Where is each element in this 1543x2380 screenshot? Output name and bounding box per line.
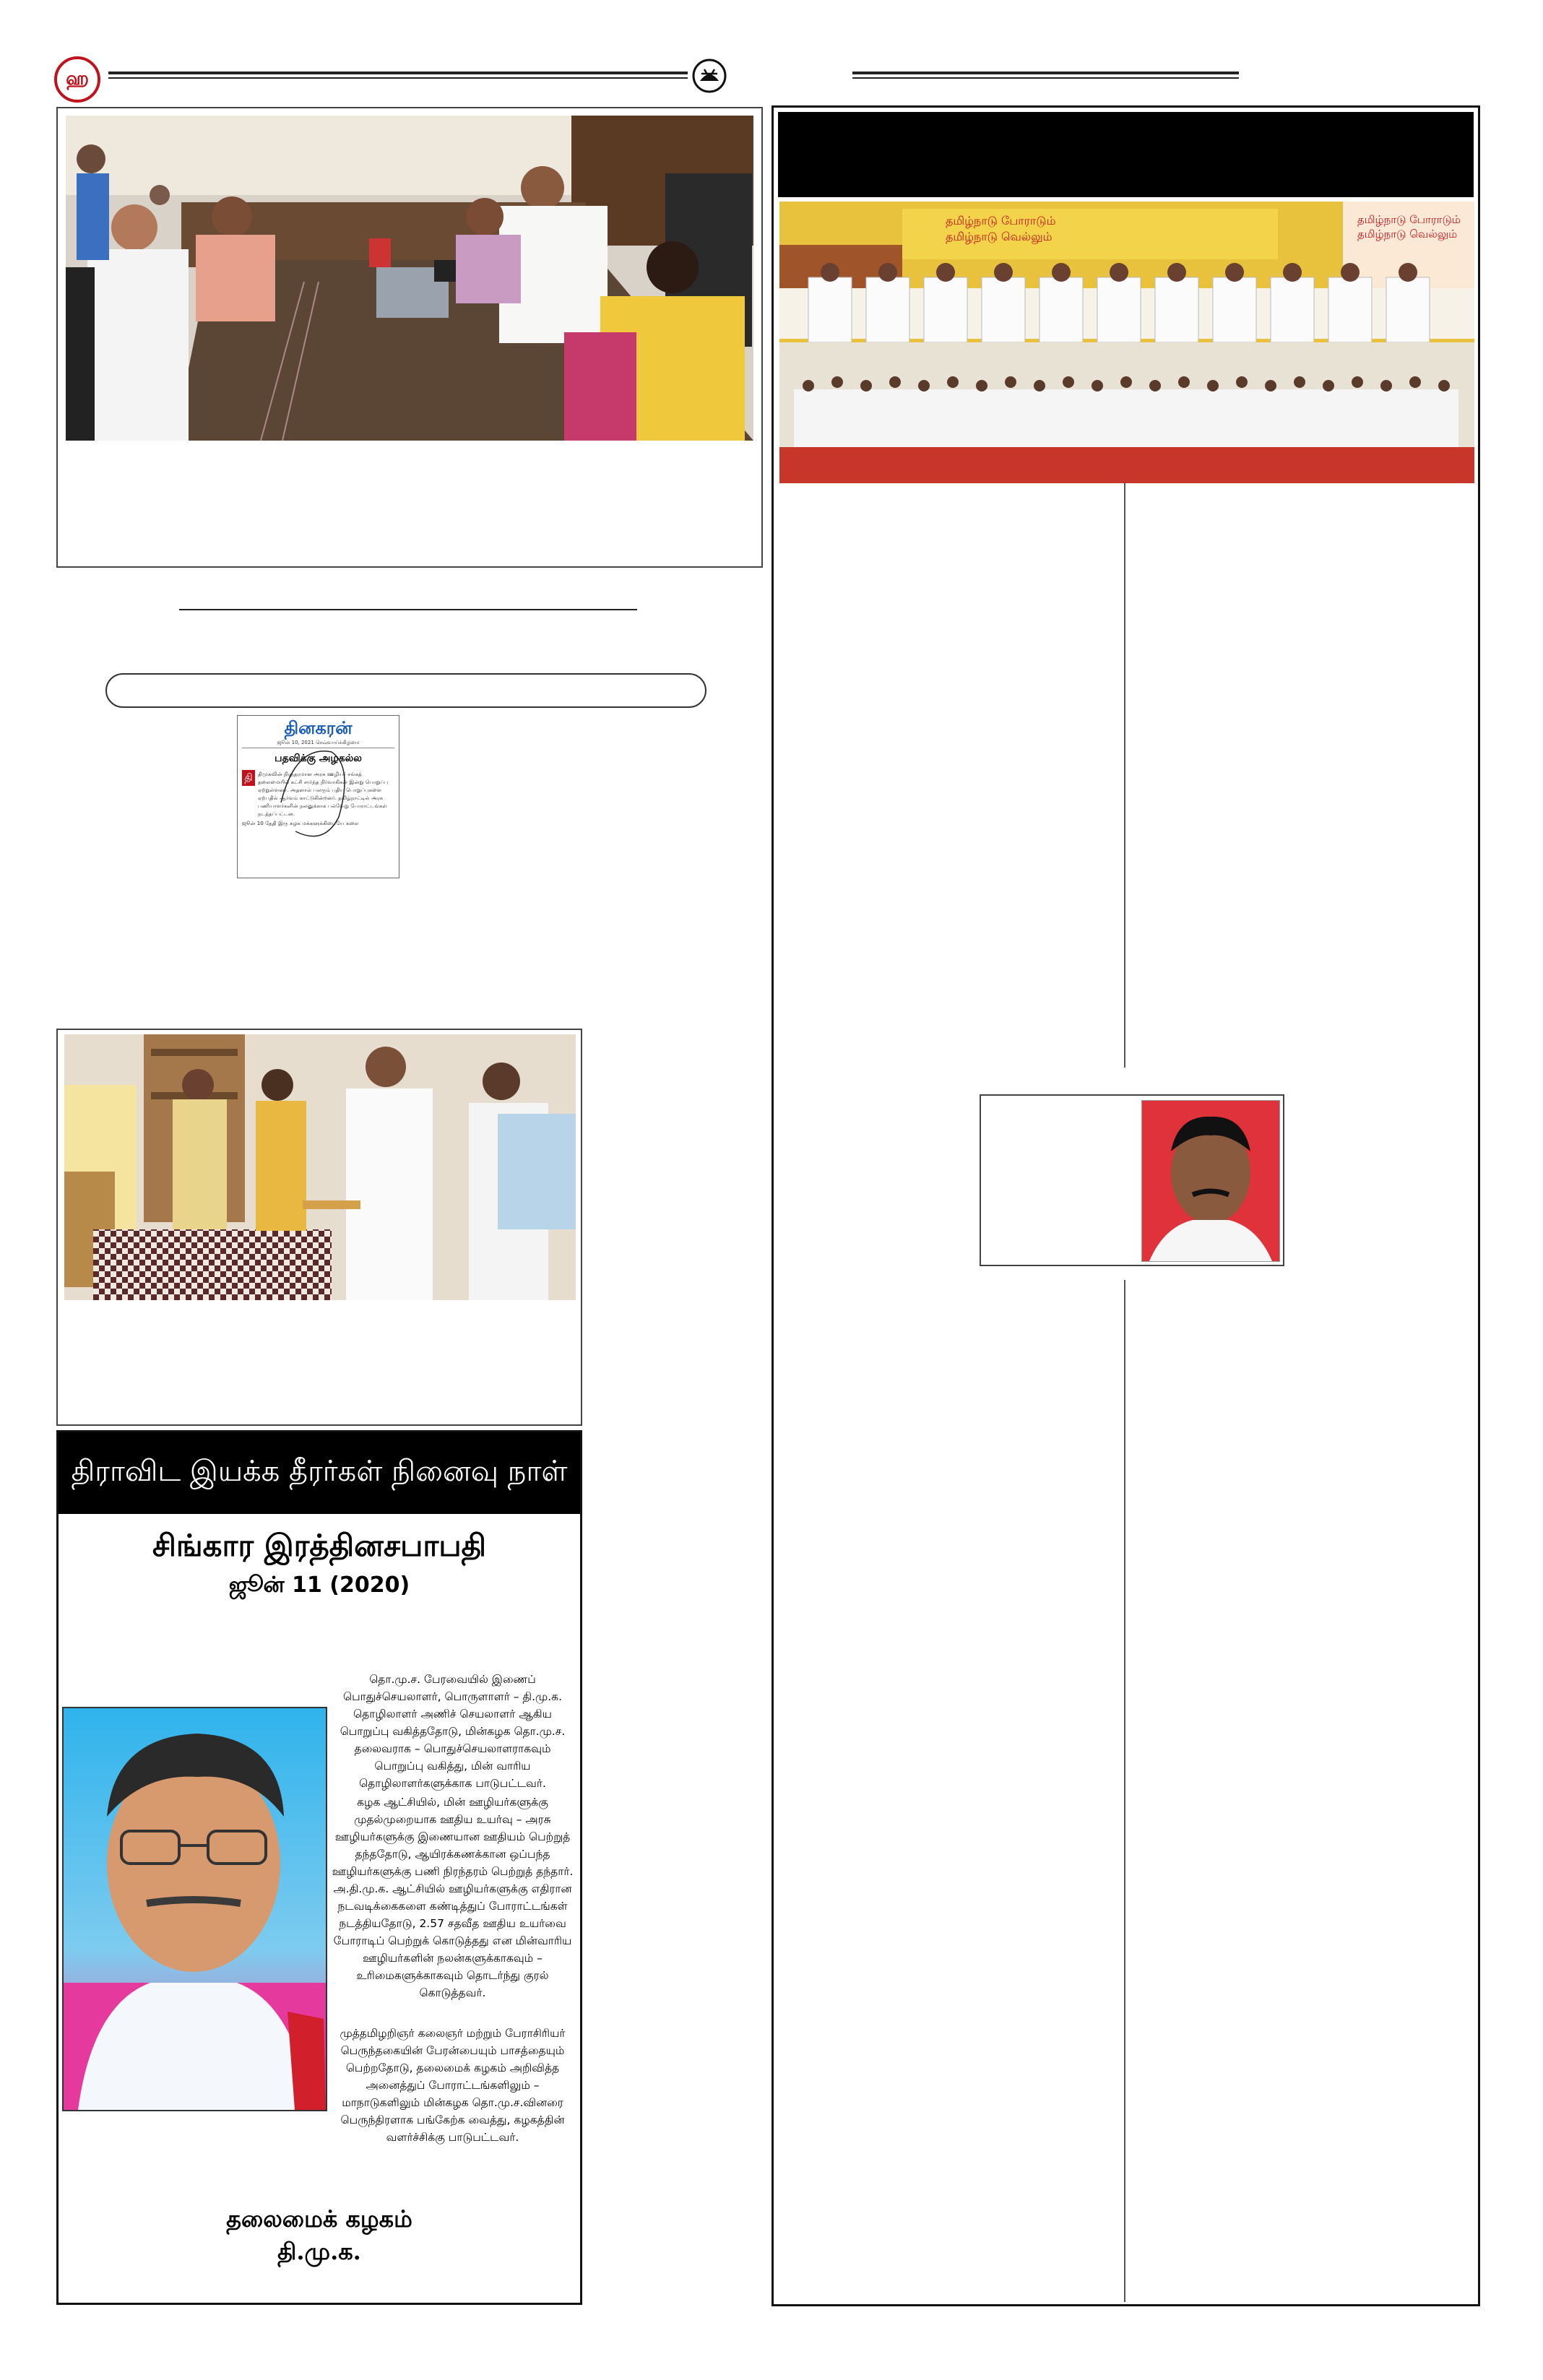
memorial-para-1: தொ.மு.ச. பேரவையில் இணைப் பொதுச்செயலாளர், பொருளாளர் – தி.மு.க. தொழிலாளர் அணிச் செயலாளர் ஆகிய பொறுப்பு வகித்ததோடு, மின்கழக தொ.மு.ச. தலைவராக – பொதுச்செயலாளராகவும் பொறுப்பு வகித்து, மின் வாரிய தொழிலாளர்களுக்காக பாடுபட்டவர்.	[340, 1673, 566, 1790]
person-inset-box	[980, 1094, 1284, 1266]
rounded-caption-bar	[105, 673, 706, 708]
header-rule-left-bottom	[108, 77, 688, 79]
clipping-body: திமுகவின் நிரந்தரமான அரசு ஊழியர் சங்கத் தலைமையில் கட்சி சார்ந்த நிர்வாகிகள் இன்று பொறுப்பு ஏற்றுள்ளனர். அதனால் பலரும் புதிய பொறுப்புகளை ஏற்பதில் ஆர்வம் காட்டுகின்றனர். தமிழ்நாட்டில் அரசு பணியாளர்களின் நலனுக்காக பல்வேறு போராட்டங்கள் நடத்தப்பட்டன.	[258, 771, 389, 817]
clipping-handwritten-mark	[267, 737, 360, 846]
memorial-banner	[59, 1432, 580, 1514]
page-logo-glyph: ஹ	[66, 67, 89, 90]
newspaper-clipping	[237, 715, 399, 878]
memorial-name: சிங்கார இரத்தினசபாபதி	[152, 1528, 486, 1563]
event-banner-text-4: தமிழ்நாடு வெல்லும்	[1357, 228, 1458, 241]
meeting-photo	[66, 116, 753, 441]
memorial-para-2: கழக ஆட்சியில், மின் ஊழியர்களுக்கு முதல்முறையாக ஊதிய உயர்வு – அரசு ஊழியர்களுக்கு இணையான ஊதியம் பெற்றுத் தந்ததோடு, ஆயிரக்கணக்கான ஒப்பந்த ஊழியர்களுக்கு பணி நிரந்தரம் பெற்றுத் தந்தார். அ.தி.மு.க. ஆட்சியில் ஊழியர்களுக்கு எதிரான நடவடிக்கைகளை கண்டித்துப் போராட்டங்கள் நடத்தியதோடு, 2.57 சதவீத ஊதிய உயர்வை போராடிப் பெற்றுக் கொடுத்தது என மின்வாரிய ஊழியர்களின் நலன்களுக்காகவும் – உரிமைகளுக்காகவும் தொடர்ந்து குரல் கொடுத்தவர்.	[332, 1796, 574, 1999]
rising-sun-icon	[691, 58, 727, 94]
column-divider-bottom	[1124, 1280, 1125, 2302]
header-rule-right-bottom	[852, 77, 1239, 79]
column-divider-top	[1124, 483, 1125, 1068]
header-rule-right-top	[852, 72, 1239, 74]
clipping-dateline: ஜூன் 10, 2021 செவ்வாய்க்கிழமை	[277, 740, 360, 745]
clipping-dropcap: தி	[242, 770, 255, 786]
memorial-signature-2: தி.மு.க.	[277, 2238, 361, 2265]
memorial-date: ஜூன் 11 (2020)	[228, 1572, 410, 1598]
memorial-box	[56, 1430, 582, 2305]
memorial-portrait	[62, 1707, 327, 2111]
separator-rule	[179, 609, 637, 610]
event-banner-text-2: தமிழ்நாடு வெல்லும்	[946, 230, 1053, 243]
memorial-banner-text: திராவிட இயக்க தீரர்கள் நினைவு நாள்	[71, 1455, 568, 1488]
memorial-signature-1: தலைமைக் கழகம்	[226, 2205, 412, 2233]
header-rule-left-top	[108, 72, 688, 74]
inauguration-photo-box	[56, 1029, 582, 1426]
meeting-photo-box	[56, 107, 763, 568]
page-logo	[54, 56, 100, 103]
person-inset-photo	[1141, 1100, 1280, 1262]
inauguration-photo	[64, 1034, 576, 1300]
clipping-masthead: தினகரன்	[284, 717, 353, 738]
event-banner-text-3: தமிழ்நாடு போராடும்	[1357, 213, 1461, 226]
clipping-footer: ஜூன் 10 தேதி இரு கழக மக்களுக்கிடையே கலை	[242, 820, 359, 826]
clipping-headline: பதவிக்கு அழகல்ல	[275, 753, 362, 764]
event-stage-photo	[779, 202, 1474, 483]
right-headline-banner	[778, 112, 1474, 197]
memorial-para-3: முத்தமிழறிஞர் கலைஞர் மற்றும் பேராசிரியர் பெருந்தகையின் பேரன்பையும் பாசத்தையும் பெற்றதோடு, தலைமைக் கழகம் அறிவித்த அனைத்துப் போராட்டங்களிலும் – மாநாடுகளிலும் மின்கழக தொ.மு.ச.வினரை பெருந்திரளாக பங்கேற்க வைத்து, கழகத்தின் வளர்ச்சிக்கு பாடுபட்டவர்.	[340, 2027, 566, 2144]
event-banner-text-1: தமிழ்நாடு போராடும்	[946, 214, 1056, 228]
